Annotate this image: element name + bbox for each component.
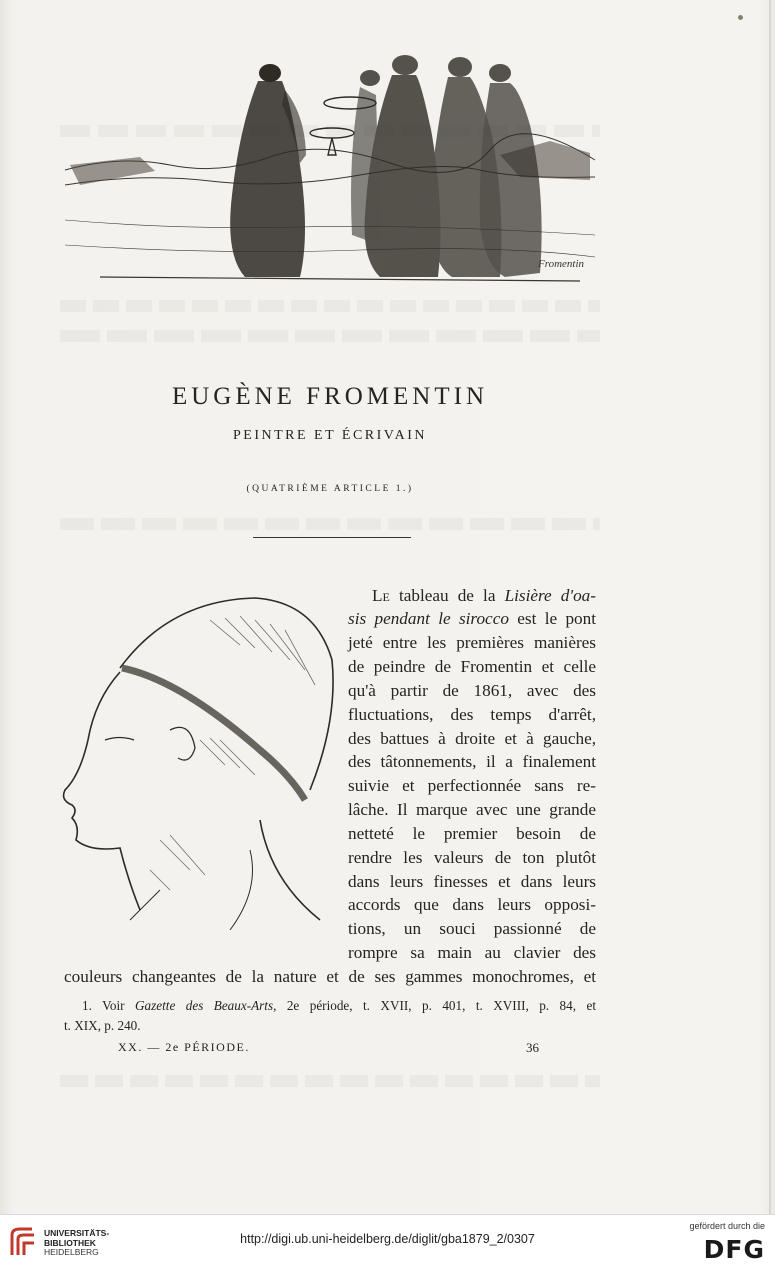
body-line: netteté le premier besoin de <box>348 824 596 843</box>
page-edge <box>769 0 771 1214</box>
dfg-logo-icon[interactable]: DFG <box>703 1235 765 1264</box>
journal-title: Gazette des Beaux-Arts, <box>135 998 277 1013</box>
body-line: lâche. Il marque avec une grande <box>348 800 596 819</box>
library-name-line: HEIDELBERG <box>44 1247 99 1257</box>
body-line: jeté entre les premières manières <box>348 633 596 652</box>
signature-mark: XX. — 2e PÉRIODE. <box>118 1040 250 1054</box>
body-line: couleurs changeantes de la nature et de ses gammes monochromes, et <box>64 967 596 986</box>
article-note: (QUATRIÈME ARTICLE 1.) <box>246 484 414 494</box>
artwork-title: Lisière d'oa- <box>504 586 596 605</box>
drop-word: Le <box>372 586 390 605</box>
body-line: suivie et perfectionnée sans re- <box>348 776 596 795</box>
title-rule <box>253 537 411 538</box>
ink-spot <box>738 15 743 20</box>
body-line <box>348 607 596 630</box>
top-vignette-illustration <box>60 45 600 290</box>
body-fragment: est le pont <box>508 609 596 628</box>
body-line: des tâtonnements, il a finalement <box>348 752 596 771</box>
footnote-line: t. XIX, p. 240. <box>64 1018 141 1033</box>
article-subtitle: PEINTRE ET ÉCRIVAIN <box>233 428 427 443</box>
viewer-footer <box>0 1214 775 1271</box>
permalink-url[interactable]: http://digi.ub.uni-heidelberg.de/diglit/gba1879_2/0307 <box>240 1232 535 1246</box>
footnote-fragment: 2e période, t. XVII, p. 401, t. XVIII, p. 84, et <box>276 998 596 1013</box>
library-name-line: BIBLIOTHEK <box>44 1237 96 1248</box>
body-line: rendre les valeurs de ton plutôt <box>348 848 596 867</box>
signature-number: 36 <box>526 1040 539 1055</box>
dfg-funding-label: gefördert durch die <box>689 1221 765 1231</box>
artwork-title: sis pendant le sirocco <box>348 609 509 628</box>
footnote-fragment: 1. Voir <box>82 998 136 1013</box>
illustration-signature: Fromentin <box>538 258 585 270</box>
body-line: tions, un souci passionné de <box>348 919 596 938</box>
footnote-line <box>82 998 596 1014</box>
article-title: EUGÈNE FROMENTIN <box>171 383 489 410</box>
body-line: qu'à partir de 1861, avec des <box>348 681 596 700</box>
body-line <box>372 584 596 607</box>
portrait-illustration <box>50 590 350 950</box>
body-line: rompre sa main au clavier des <box>348 943 596 962</box>
body-line: des battues à droite et à gauche, <box>348 729 596 748</box>
body-line: fluctuations, des temps d'arrêt, <box>348 705 596 724</box>
body-line: de peindre de Fromentin et celle <box>348 657 596 676</box>
body-fragment: tableau de la <box>389 586 505 605</box>
body-line: dans leurs finesses et dans leurs <box>348 872 596 891</box>
body-line: accords que dans leurs opposi- <box>348 895 596 914</box>
library-name-line: UNIVERSITÄTS- <box>44 1228 110 1238</box>
